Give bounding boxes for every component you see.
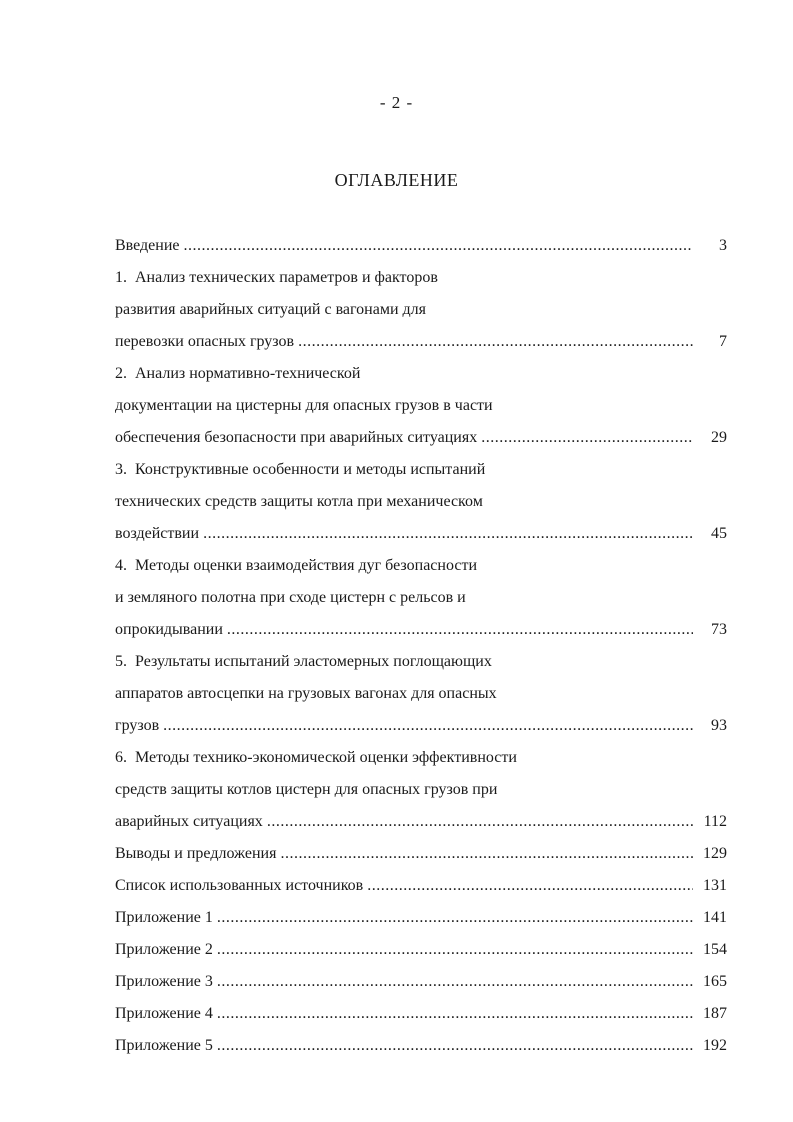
- toc-entry-line: [115, 518, 727, 550]
- toc-entry-line: [115, 454, 727, 486]
- toc-entry-title: Приложение 2: [115, 941, 213, 958]
- toc-title: ОГЛАВЛЕНИЕ: [334, 170, 459, 190]
- toc-entry-line: [115, 934, 727, 966]
- toc-entry-text: [115, 966, 213, 998]
- toc-entry-text: [115, 557, 477, 574]
- toc-entry-page: 192: [703, 1037, 727, 1054]
- toc-entry-title: опрокидывании: [115, 621, 223, 638]
- toc-entry-text: [115, 614, 223, 646]
- toc-entry-text: [115, 653, 492, 670]
- toc-entry-page: 187: [703, 1005, 727, 1022]
- dot-leader: [217, 902, 693, 934]
- toc-entry-page: 154: [703, 941, 727, 958]
- toc-entry-text: [115, 781, 497, 798]
- dot-leader: [298, 326, 693, 358]
- dot-leader: [280, 838, 693, 870]
- toc-entry-number: 6.: [115, 749, 127, 766]
- toc-entry-line: [115, 294, 727, 326]
- dot-leader: [203, 518, 693, 550]
- toc-entry-title: развития аварийных ситуаций с вагонами для: [115, 301, 427, 318]
- toc-entry-text: [115, 269, 438, 286]
- toc-entry-text: [115, 301, 426, 318]
- toc-entry-line: [115, 678, 727, 710]
- toc-entry-line: [115, 550, 727, 582]
- toc-entry-number: 5.: [115, 653, 127, 670]
- toc-entry-title: обеспечения безопасности при аварийных ситуациях: [115, 429, 478, 446]
- toc-entry-text: [115, 806, 263, 838]
- toc-entry-line: [115, 582, 727, 614]
- toc-entry: [115, 358, 727, 454]
- toc-entry-title: Введение: [115, 237, 180, 254]
- dot-leader: [217, 934, 693, 966]
- toc-entry-page: 45: [711, 525, 727, 542]
- toc-entry-title: Приложение 4: [115, 1005, 213, 1022]
- toc-entry-line: [115, 710, 727, 742]
- toc-entry-title: Методы оценки взаимодействия дуг безопасности: [135, 557, 478, 574]
- toc-entry-text: [115, 1030, 213, 1062]
- toc-entry-page: 73: [711, 621, 727, 638]
- toc-entry-title: Анализ технических параметров и факторов: [135, 269, 438, 286]
- toc-entry-line: [115, 486, 727, 518]
- toc-entry-title: воздействии: [115, 525, 200, 542]
- toc-entry-line: [115, 230, 727, 262]
- toc-entry-page: 93: [711, 717, 727, 734]
- toc-entry-line: [115, 806, 727, 838]
- dot-leader: [217, 998, 693, 1030]
- dot-leader: [481, 422, 693, 454]
- toc-entry-title: Выводы и предложения: [115, 845, 277, 862]
- toc-entry-line: [115, 326, 727, 358]
- dot-leader: [163, 710, 693, 742]
- toc-entry: [115, 902, 727, 934]
- toc-entry-line: [115, 646, 727, 678]
- toc-entry-title: Конструктивные особенности и методы испытаний: [135, 461, 486, 478]
- toc-entry-text: [115, 902, 213, 934]
- toc-entry: [115, 870, 727, 902]
- toc-entry-line: [115, 966, 727, 998]
- toc-entry-line: [115, 262, 727, 294]
- page-number: - 2 -: [379, 93, 414, 112]
- toc-entry-text: [115, 934, 213, 966]
- toc-entry-text: [115, 397, 493, 414]
- toc-entry-text: [115, 518, 199, 550]
- dot-leader: [367, 870, 693, 902]
- toc-entry-text: [115, 461, 485, 478]
- toc-entry-title: и земляного полотна при сходе цистерн с рельсов и: [115, 589, 466, 606]
- toc-entry-number: 1.: [115, 269, 127, 286]
- dot-leader: [217, 966, 693, 998]
- toc-entry-title: технических средств защиты котла при механическом: [115, 493, 483, 510]
- toc-entry-page: 141: [703, 909, 727, 926]
- dot-leader: [217, 1030, 693, 1062]
- toc-entry-page: 3: [719, 237, 727, 254]
- toc-entry: [115, 646, 727, 742]
- toc-entry-line: [115, 774, 727, 806]
- toc-entry-title: грузов: [115, 717, 160, 734]
- toc-entry-page: 7: [719, 333, 727, 350]
- toc-entry-title: средств защиты котлов цистерн для опасных грузов при: [115, 781, 498, 798]
- toc-entry-title: Результаты испытаний эластомерных поглощающих: [135, 653, 492, 670]
- toc-entry: [115, 230, 727, 262]
- dot-leader: [227, 614, 693, 646]
- toc-entry-title: Приложение 1: [115, 909, 213, 926]
- toc-entry-text: [115, 870, 363, 902]
- toc-entry-text: [115, 230, 180, 262]
- toc-entry-line: [115, 422, 727, 454]
- toc-entry-title: Приложение 3: [115, 973, 213, 990]
- toc-entry-page: 131: [703, 877, 727, 894]
- toc-entry-number: 3.: [115, 461, 127, 478]
- toc-entry-line: [115, 742, 727, 774]
- toc-entry-text: [115, 838, 276, 870]
- toc-entry: [115, 838, 727, 870]
- toc-entry-text: [115, 326, 294, 358]
- toc-entry-line: [115, 870, 727, 902]
- toc-entry: [115, 742, 727, 838]
- toc-entry-line: [115, 614, 727, 646]
- toc-entry-page: 112: [703, 813, 727, 830]
- toc-entry-title: Методы технико-экономической оценки эффективности: [135, 749, 517, 766]
- toc-entry-title: перевозки опасных грузов: [115, 333, 295, 350]
- toc-entry-line: [115, 390, 727, 422]
- toc-entry: [115, 454, 727, 550]
- toc-entry-text: [115, 493, 483, 510]
- toc-entry-text: [115, 998, 213, 1030]
- toc-entry-text: [115, 365, 360, 382]
- toc-entry-line: [115, 358, 727, 390]
- toc-entry-text: [115, 685, 497, 702]
- toc-entry-line: [115, 1030, 727, 1062]
- table-of-contents: [115, 230, 727, 1062]
- toc-entry-title: Список использованных источников: [115, 877, 364, 894]
- toc-entry-title: Анализ нормативно-технической: [135, 365, 361, 382]
- toc-entry-line: [115, 838, 727, 870]
- toc-entry: [115, 262, 727, 358]
- dot-leader: [267, 806, 693, 838]
- toc-entry-text: [115, 422, 477, 454]
- toc-entry: [115, 550, 727, 646]
- toc-entry: [115, 934, 727, 966]
- toc-entry-title: документации на цистерны для опасных грузов в части: [115, 397, 493, 414]
- toc-entry-text: [115, 749, 517, 766]
- toc-entry: [115, 998, 727, 1030]
- dot-leader: [184, 230, 694, 262]
- toc-entry: [115, 966, 727, 998]
- toc-entry-line: [115, 998, 727, 1030]
- toc-entry-page: 165: [703, 973, 727, 990]
- toc-entry-page: 29: [711, 429, 727, 446]
- toc-entry-line: [115, 902, 727, 934]
- toc-entry-page: 129: [703, 845, 727, 862]
- toc-entry: [115, 1030, 727, 1062]
- toc-entry-title: аварийных ситуациях: [115, 813, 263, 830]
- toc-entry-number: 4.: [115, 557, 127, 574]
- toc-entry-text: [115, 589, 466, 606]
- toc-entry-title: Приложение 5: [115, 1037, 213, 1054]
- toc-entry-number: 2.: [115, 365, 127, 382]
- toc-entry-text: [115, 710, 159, 742]
- toc-entry-title: аппаратов автосцепки на грузовых вагонах для опасных: [115, 685, 497, 702]
